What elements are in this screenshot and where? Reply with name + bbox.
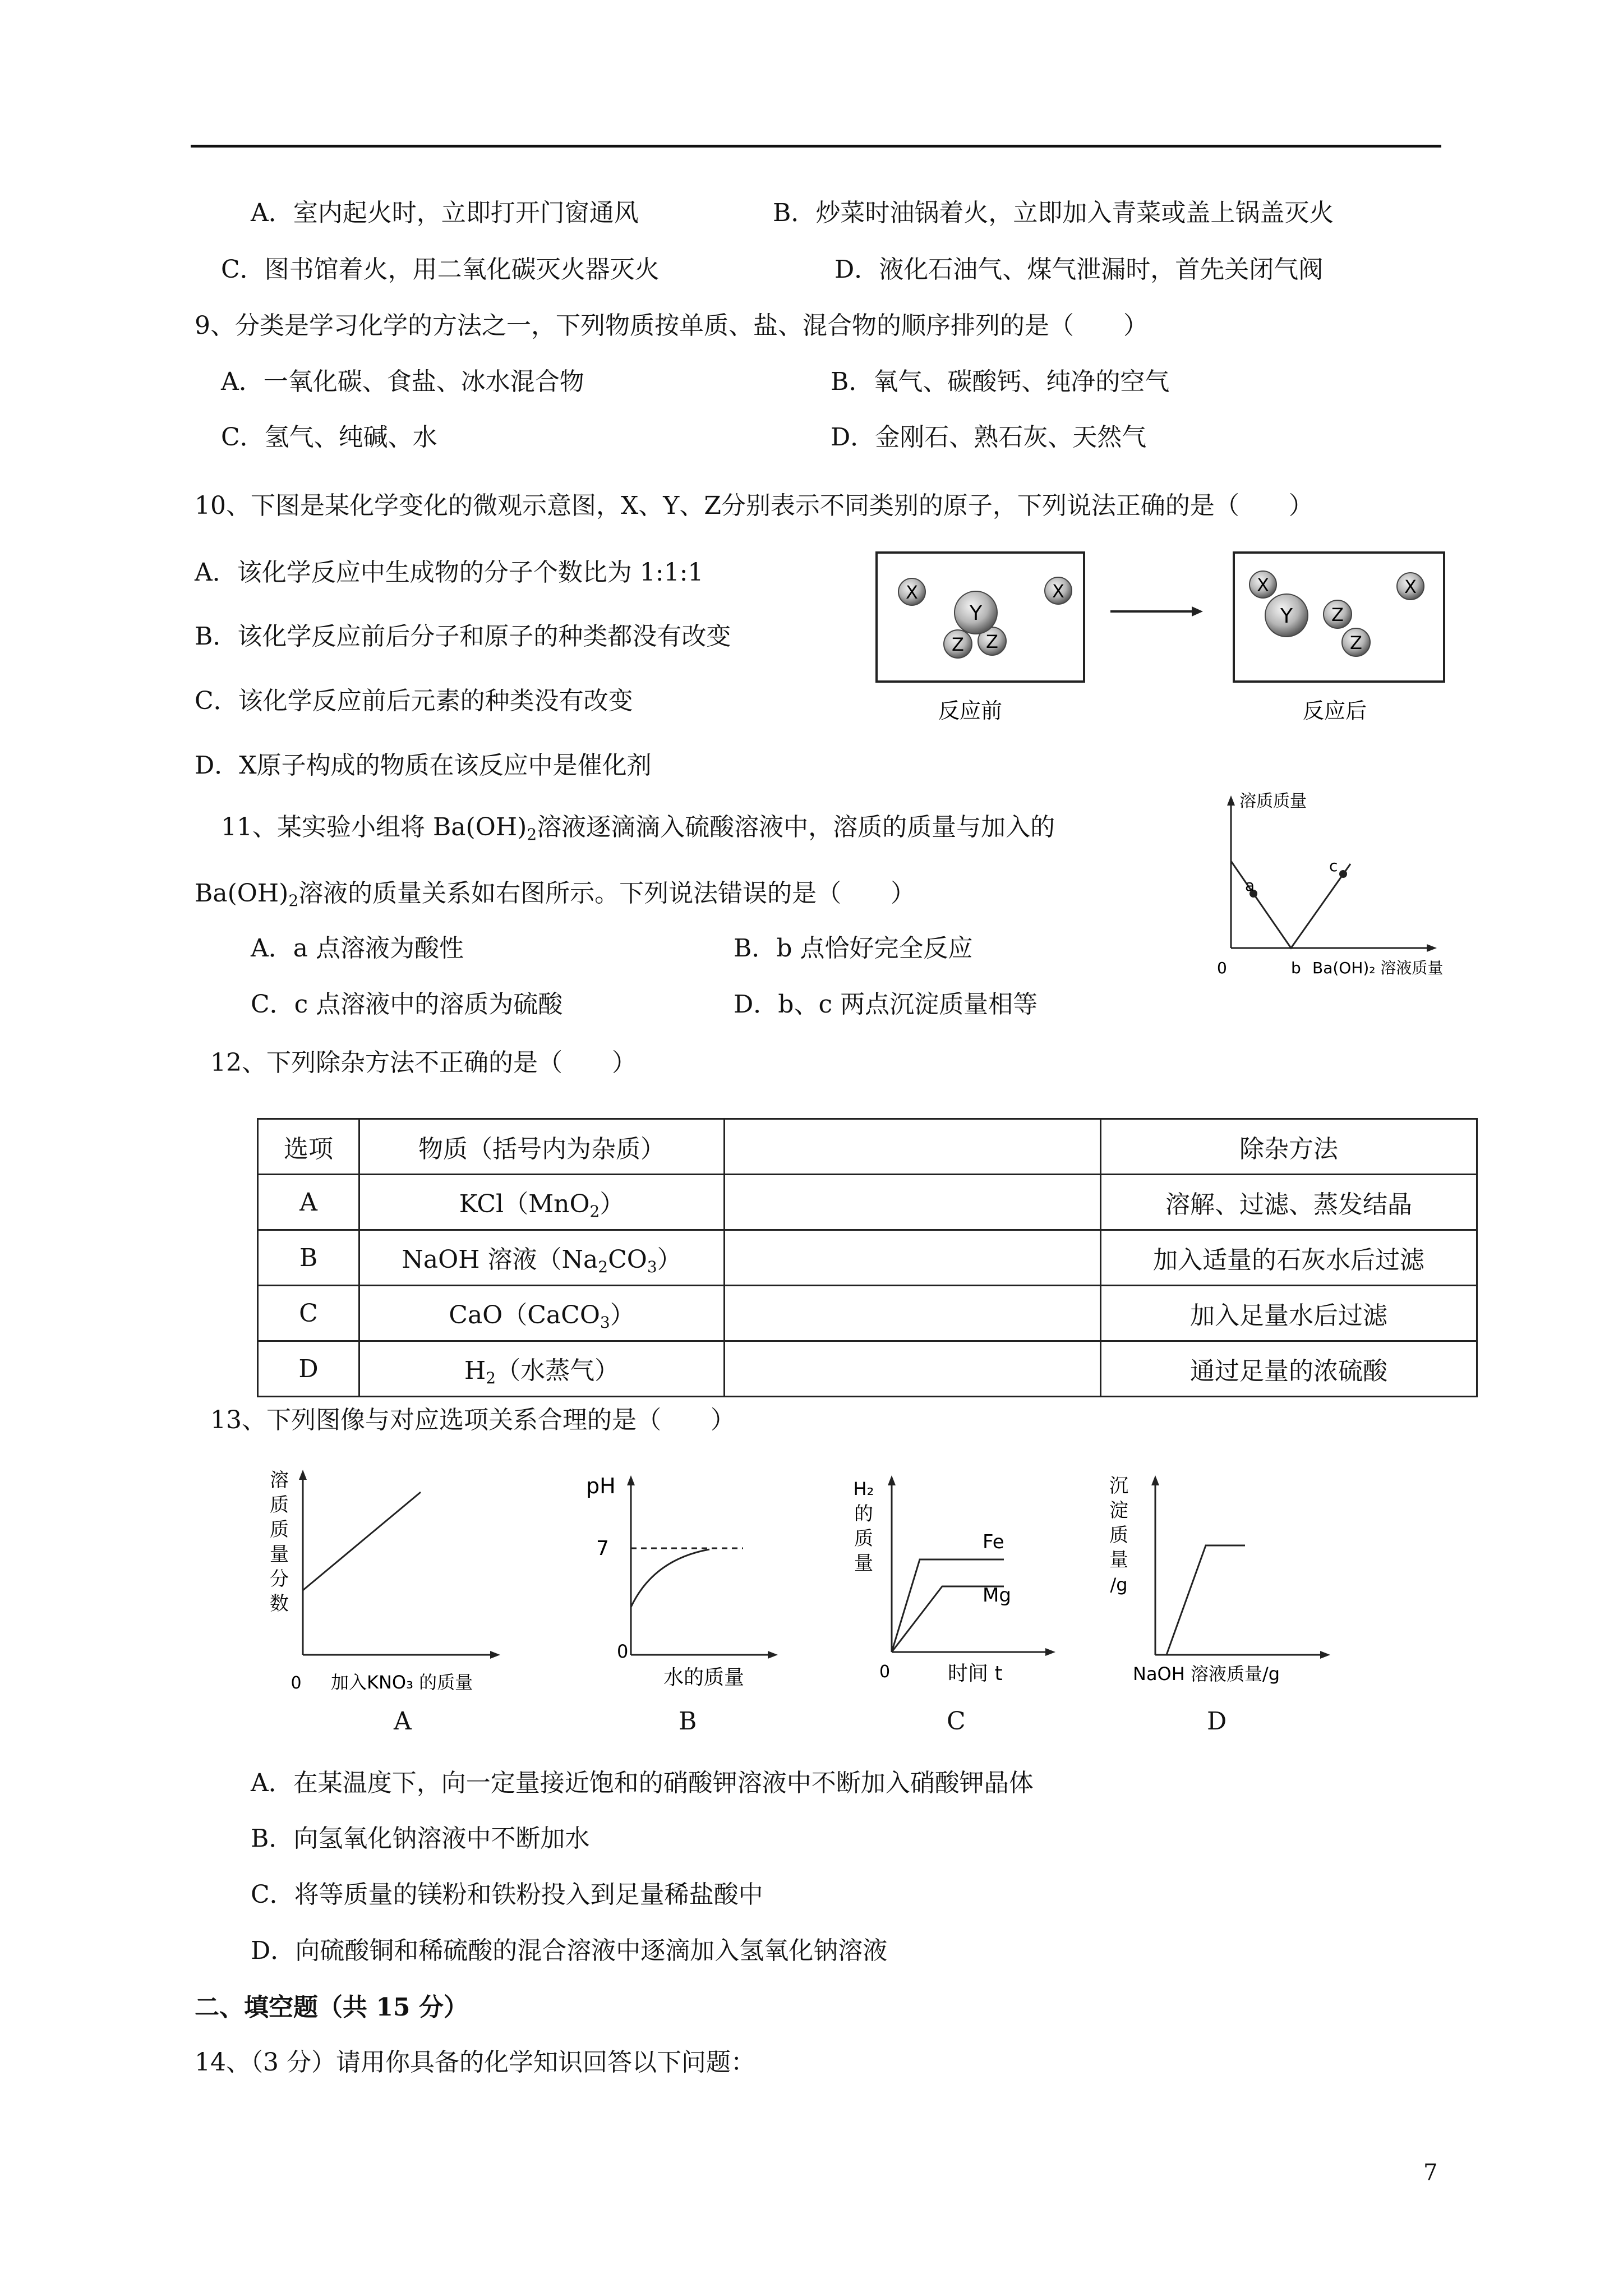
q8-option-b: B．炒菜时油锅着火，立即加入青菜或盖上锅盖灭火	[773, 199, 1334, 227]
xlabel: 时间 t	[948, 1662, 1003, 1685]
formula-text-end: （水蒸气）	[496, 1356, 620, 1385]
y-axis-arrow-icon	[299, 1470, 307, 1480]
origin-label: 0	[879, 1662, 891, 1682]
fe-label: Fe	[983, 1531, 1004, 1553]
row-blank	[725, 1175, 1101, 1230]
q11-option-b: B．b 点恰好完全反应	[734, 934, 973, 963]
table-row	[258, 1341, 1477, 1397]
section-heading: 二、填空题（共 15 分）	[195, 1993, 468, 2022]
after-label: 反应后	[1302, 698, 1367, 723]
curve-line	[303, 1492, 421, 1590]
atom-z-label: Z	[1350, 632, 1362, 654]
q11-option-a: A．a 点溶液为酸性	[251, 934, 464, 963]
origin-label: 0	[617, 1641, 629, 1662]
ph-curve	[631, 1549, 709, 1607]
atom-x-label: X	[1257, 574, 1269, 596]
q12-table	[257, 1118, 1478, 1397]
ylabel-char: 质	[854, 1527, 873, 1550]
reaction-diagram	[875, 550, 1469, 740]
ylabel: pH	[586, 1474, 616, 1498]
row-method: 加入适量的石灰水后过滤	[1101, 1230, 1477, 1286]
x-axis-arrow-icon	[1427, 944, 1437, 952]
q13-option-b: B．向氢氧化钠溶液中不断加水	[251, 1824, 590, 1853]
q11-subscript: 2	[527, 825, 537, 844]
y-axis-arrow-icon	[627, 1475, 635, 1485]
q11-stem-text-rest: 溶液的质量关系如右图所示。下列说法错误的是（ ）	[298, 879, 916, 908]
q10-option-a: A．该化学反应中生成物的分子个数比为 1:1:1	[195, 558, 704, 587]
ylabel-char: H₂	[853, 1478, 874, 1499]
q11-stem-line1	[221, 812, 1055, 850]
ylabel-char: 的	[854, 1503, 873, 1525]
formula-text: CaO（CaCO	[449, 1301, 600, 1329]
q8-option-d: D．液化石油气、煤气泄漏时，首先关闭气阀	[834, 255, 1324, 284]
atom-x-label: X	[1052, 581, 1064, 602]
y-axis-arrow-icon	[888, 1475, 896, 1485]
row-method: 通过足量的浓硫酸	[1101, 1341, 1477, 1397]
caption-b: B	[679, 1707, 697, 1736]
caption-c: C	[947, 1707, 966, 1736]
header-method: 除杂方法	[1101, 1119, 1477, 1175]
x-axis-arrow-icon	[768, 1651, 778, 1659]
formula-subscript: 3	[647, 1258, 657, 1276]
row-method: 加入足量水后过滤	[1101, 1286, 1477, 1341]
precipitate-curve	[1166, 1545, 1245, 1655]
q8-option-a: A．室内起火时，立即打开门窗通风	[251, 199, 639, 227]
atom-x-label: X	[1404, 576, 1417, 597]
before-label: 反应前	[938, 698, 1003, 723]
q10-option-c: C．该化学反应前后元素的种类没有改变	[195, 687, 633, 715]
origin-label: 0	[291, 1673, 302, 1693]
y-axis-arrow-icon	[1151, 1475, 1159, 1485]
x-axis-arrow-icon	[490, 1651, 500, 1659]
point-c	[1339, 870, 1347, 878]
q11-graph	[1206, 785, 1475, 987]
q10-option-d: D．X原子构成的物质在该反应中是催化剂	[195, 751, 652, 780]
q12-stem: 12、下列除杂方法不正确的是（ ）	[210, 1048, 637, 1077]
ylabel-char: 质	[270, 1494, 289, 1516]
caption-d: D	[1207, 1707, 1227, 1736]
caption-a: A	[394, 1707, 412, 1736]
ylabel-char: 量	[854, 1552, 873, 1575]
tick-7: 7	[596, 1537, 609, 1560]
ylabel-char: 溶	[270, 1469, 289, 1492]
atom-z-label: Z	[1331, 604, 1344, 625]
q14-stem: 14、（3 分）请用你具备的化学知识回答以下问题：	[195, 2048, 755, 2077]
atom-z-label: Z	[986, 631, 998, 652]
ylabel-char: 质	[270, 1519, 289, 1541]
formula-text-end: ）	[657, 1245, 682, 1274]
xlabel: 加入KNO₃ 的质量	[331, 1672, 473, 1693]
q11-subscript: 2	[288, 891, 299, 910]
x-axis-arrow-icon	[1045, 1648, 1055, 1656]
formula-text: H	[464, 1356, 486, 1385]
ylabel-char: 量	[1109, 1549, 1128, 1571]
graph-ylabel: 溶质质量	[1239, 792, 1307, 811]
xlabel: 水的质量	[663, 1666, 745, 1689]
q9-option-d: D．金刚石、熟石灰、天然气	[831, 423, 1147, 452]
q13-option-d: D．向硫酸铜和稀硫酸的混合溶液中逐滴加入氢氧化钠溶液	[251, 1936, 888, 1965]
ylabel-char: 量	[270, 1543, 289, 1566]
row-blank	[725, 1230, 1101, 1286]
row-blank	[725, 1286, 1101, 1341]
ylabel-char: 淀	[1109, 1499, 1128, 1522]
formula-subscript: 2	[598, 1258, 608, 1276]
q13-graph-c	[847, 1464, 1082, 1705]
point-b-label: b	[1291, 959, 1301, 977]
q13-graph-d	[1094, 1464, 1357, 1705]
atom-y-label: Y	[970, 602, 982, 625]
q11-stem-text-rest: 溶液逐滴滴入硫酸溶液中，溶质的质量与加入的	[537, 813, 1055, 841]
row-substance	[359, 1341, 725, 1397]
page-number: 7	[1423, 2160, 1438, 2185]
y-axis-arrow-icon	[1227, 795, 1235, 806]
q11-stem-text: Ba(OH)	[195, 879, 289, 908]
header-option: 选项	[258, 1119, 359, 1175]
row-option: A	[258, 1175, 359, 1230]
atom-z-label: Z	[952, 634, 964, 655]
point-a-label: a	[1245, 876, 1255, 895]
table-row	[258, 1286, 1477, 1341]
table-header-row	[258, 1119, 1477, 1175]
q13-graph-a	[258, 1464, 522, 1705]
ylabel-char: 数	[270, 1593, 289, 1615]
q13-graph-b	[569, 1464, 810, 1705]
row-substance	[359, 1175, 725, 1230]
atom-x-label: X	[906, 582, 918, 603]
row-option: C	[258, 1286, 359, 1341]
ylabel-char: 沉	[1109, 1475, 1128, 1497]
formula-text: KCl（MnO	[459, 1190, 590, 1218]
q11-stem-text: 11、某实验小组将 Ba(OH)	[221, 813, 527, 841]
graph-xlabel: Ba(OH)₂ 溶液质量	[1312, 959, 1444, 977]
atom-y-label: Y	[1280, 605, 1293, 628]
q9-stem: 9、分类是学习化学的方法之一，下列物质按单质、盐、混合物的顺序排列的是（ ）	[195, 311, 1148, 340]
q13-option-c: C．将等质量的镁粉和铁粉投入到足量稀盐酸中	[251, 1880, 763, 1909]
row-substance	[359, 1230, 725, 1286]
header-blank	[725, 1119, 1101, 1175]
formula-text-end: ）	[600, 1190, 625, 1218]
formula-text: NaOH 溶液（Na	[402, 1245, 598, 1274]
table-row	[258, 1230, 1477, 1286]
q10-stem: 10、下图是某化学变化的微观示意图，X、Y、Z分别表示不同类别的原子，下列说法正确的是（ ）	[195, 491, 1313, 520]
xlabel: NaOH 溶液质量/g	[1133, 1663, 1280, 1685]
q11-option-c: C．c 点溶液中的溶质为硫酸	[251, 990, 563, 1019]
formula-subscript: 2	[589, 1202, 600, 1221]
header-rule	[191, 145, 1441, 148]
row-option: D	[258, 1341, 359, 1397]
row-option: B	[258, 1230, 359, 1286]
header-substance: 物质（括号内为杂质）	[359, 1119, 725, 1175]
point-c-label: c	[1329, 857, 1338, 875]
q11-stem-line2	[195, 878, 915, 917]
q9-option-a: A．一氧化碳、食盐、冰水混合物	[221, 367, 584, 396]
formula-text-end: ）	[610, 1301, 635, 1329]
row-blank	[725, 1341, 1101, 1397]
mg-label: Mg	[983, 1584, 1011, 1607]
q10-option-b: B．该化学反应前后分子和原子的种类都没有改变	[195, 622, 731, 651]
row-method: 溶解、过滤、蒸发结晶	[1101, 1175, 1477, 1230]
q13-option-a: A．在某温度下，向一定量接近饱和的硝酸钾溶液中不断加入硝酸钾晶体	[251, 1769, 1034, 1797]
x-axis-arrow-icon	[1320, 1651, 1330, 1659]
ylabel-char: /g	[1110, 1574, 1128, 1595]
q9-option-c: C．氢气、纯碱、水	[221, 423, 437, 452]
formula-text-mid: CO	[608, 1245, 647, 1274]
q13-stem: 13、下列图像与对应选项关系合理的是（ ）	[210, 1406, 735, 1434]
formula-subscript: 2	[486, 1369, 496, 1387]
q11-option-d: D．b、c 两点沉淀质量相等	[734, 990, 1038, 1019]
arrow-head-icon	[1192, 606, 1203, 616]
ylabel-char: 分	[270, 1568, 289, 1590]
table-row	[258, 1175, 1477, 1230]
q9-option-b: B．氧气、碳酸钙、纯净的空气	[831, 367, 1170, 396]
ylabel-char: 质	[1109, 1524, 1128, 1547]
graph-origin: 0	[1217, 959, 1227, 977]
formula-subscript: 3	[600, 1313, 610, 1332]
q8-option-c: C．图书馆着火，用二氧化碳灭火器灭火	[221, 255, 660, 284]
row-substance	[359, 1286, 725, 1341]
